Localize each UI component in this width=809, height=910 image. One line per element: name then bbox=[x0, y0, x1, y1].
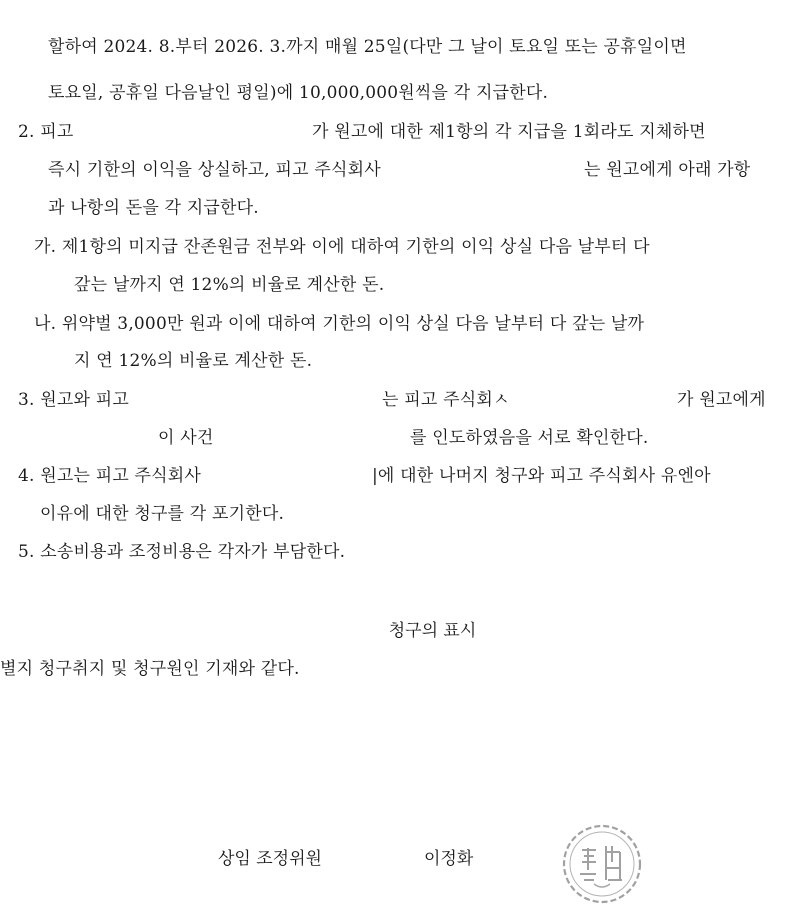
claims-text: 별지 청구취지 및 청구원인 기재와 같다. bbox=[0, 659, 300, 679]
clause-3-mid: 는 피고 주식회ㅅ bbox=[382, 390, 510, 410]
item-na-cont: 지 연 12%의 비율로 계산한 돈. bbox=[74, 351, 313, 371]
signature-title: 상임 조정위원 bbox=[218, 849, 322, 869]
body-line-11-start: 이 사건 bbox=[158, 428, 214, 448]
clause-5: 5. 소송비용과 조정비용은 각자가 부담한다. bbox=[18, 542, 346, 562]
body-line-1: 할하여 2024. 8.부터 2026. 3.까지 매월 25일(다만 그 날이 토요일 또는 공휴일이면 bbox=[48, 37, 687, 57]
item-ga: 가. 제1항의 미지급 잔존원금 전부와 이에 대하여 기한의 이익 상실 다음 날부터 다 bbox=[34, 237, 650, 257]
clause-2-start: 2. 피고 bbox=[18, 122, 74, 142]
item-na: 나. 위약벌 3,000만 원과 이에 대하여 기한의 이익 상실 다음 날부터 다 갚는 날까 bbox=[34, 314, 645, 334]
clause-3-start: 3. 원고와 피고 bbox=[18, 390, 129, 410]
body-line-5: 과 나항의 돈을 각 지급한다. bbox=[48, 198, 259, 218]
claims-heading: 청구의 표시 bbox=[388, 621, 477, 641]
body-line-11-end: 를 인도하였음을 서로 확인한다. bbox=[410, 428, 649, 448]
clause-4-end: |에 대한 나머지 청구와 피고 주식회사 유엔아 bbox=[372, 466, 711, 486]
body-line-2: 토요일, 공휴일 다음날인 평일)에 10,000,000원씩을 각 지급한다. bbox=[48, 83, 549, 103]
body-line-4-end: 는 원고에게 아래 가항 bbox=[584, 160, 751, 180]
clause-2-end: 가 원고에 대한 제1항의 각 지급을 1회라도 지체하면 bbox=[312, 122, 706, 142]
clause-4-start: 4. 원고는 피고 주식회사 bbox=[18, 466, 202, 486]
clause-3-end: 가 원고에게 bbox=[677, 390, 766, 410]
signature-name: 이정화 bbox=[424, 849, 474, 869]
official-seal-stamp bbox=[560, 822, 644, 906]
seal-graphic bbox=[560, 822, 644, 906]
item-ga-cont: 갚는 날까지 연 12%의 비율로 계산한 돈. bbox=[74, 275, 385, 295]
body-line-4-start: 즉시 기한의 이익을 상실하고, 피고 주식회사 bbox=[48, 160, 381, 180]
body-line-13: 이유에 대한 청구를 각 포기한다. bbox=[40, 504, 285, 524]
